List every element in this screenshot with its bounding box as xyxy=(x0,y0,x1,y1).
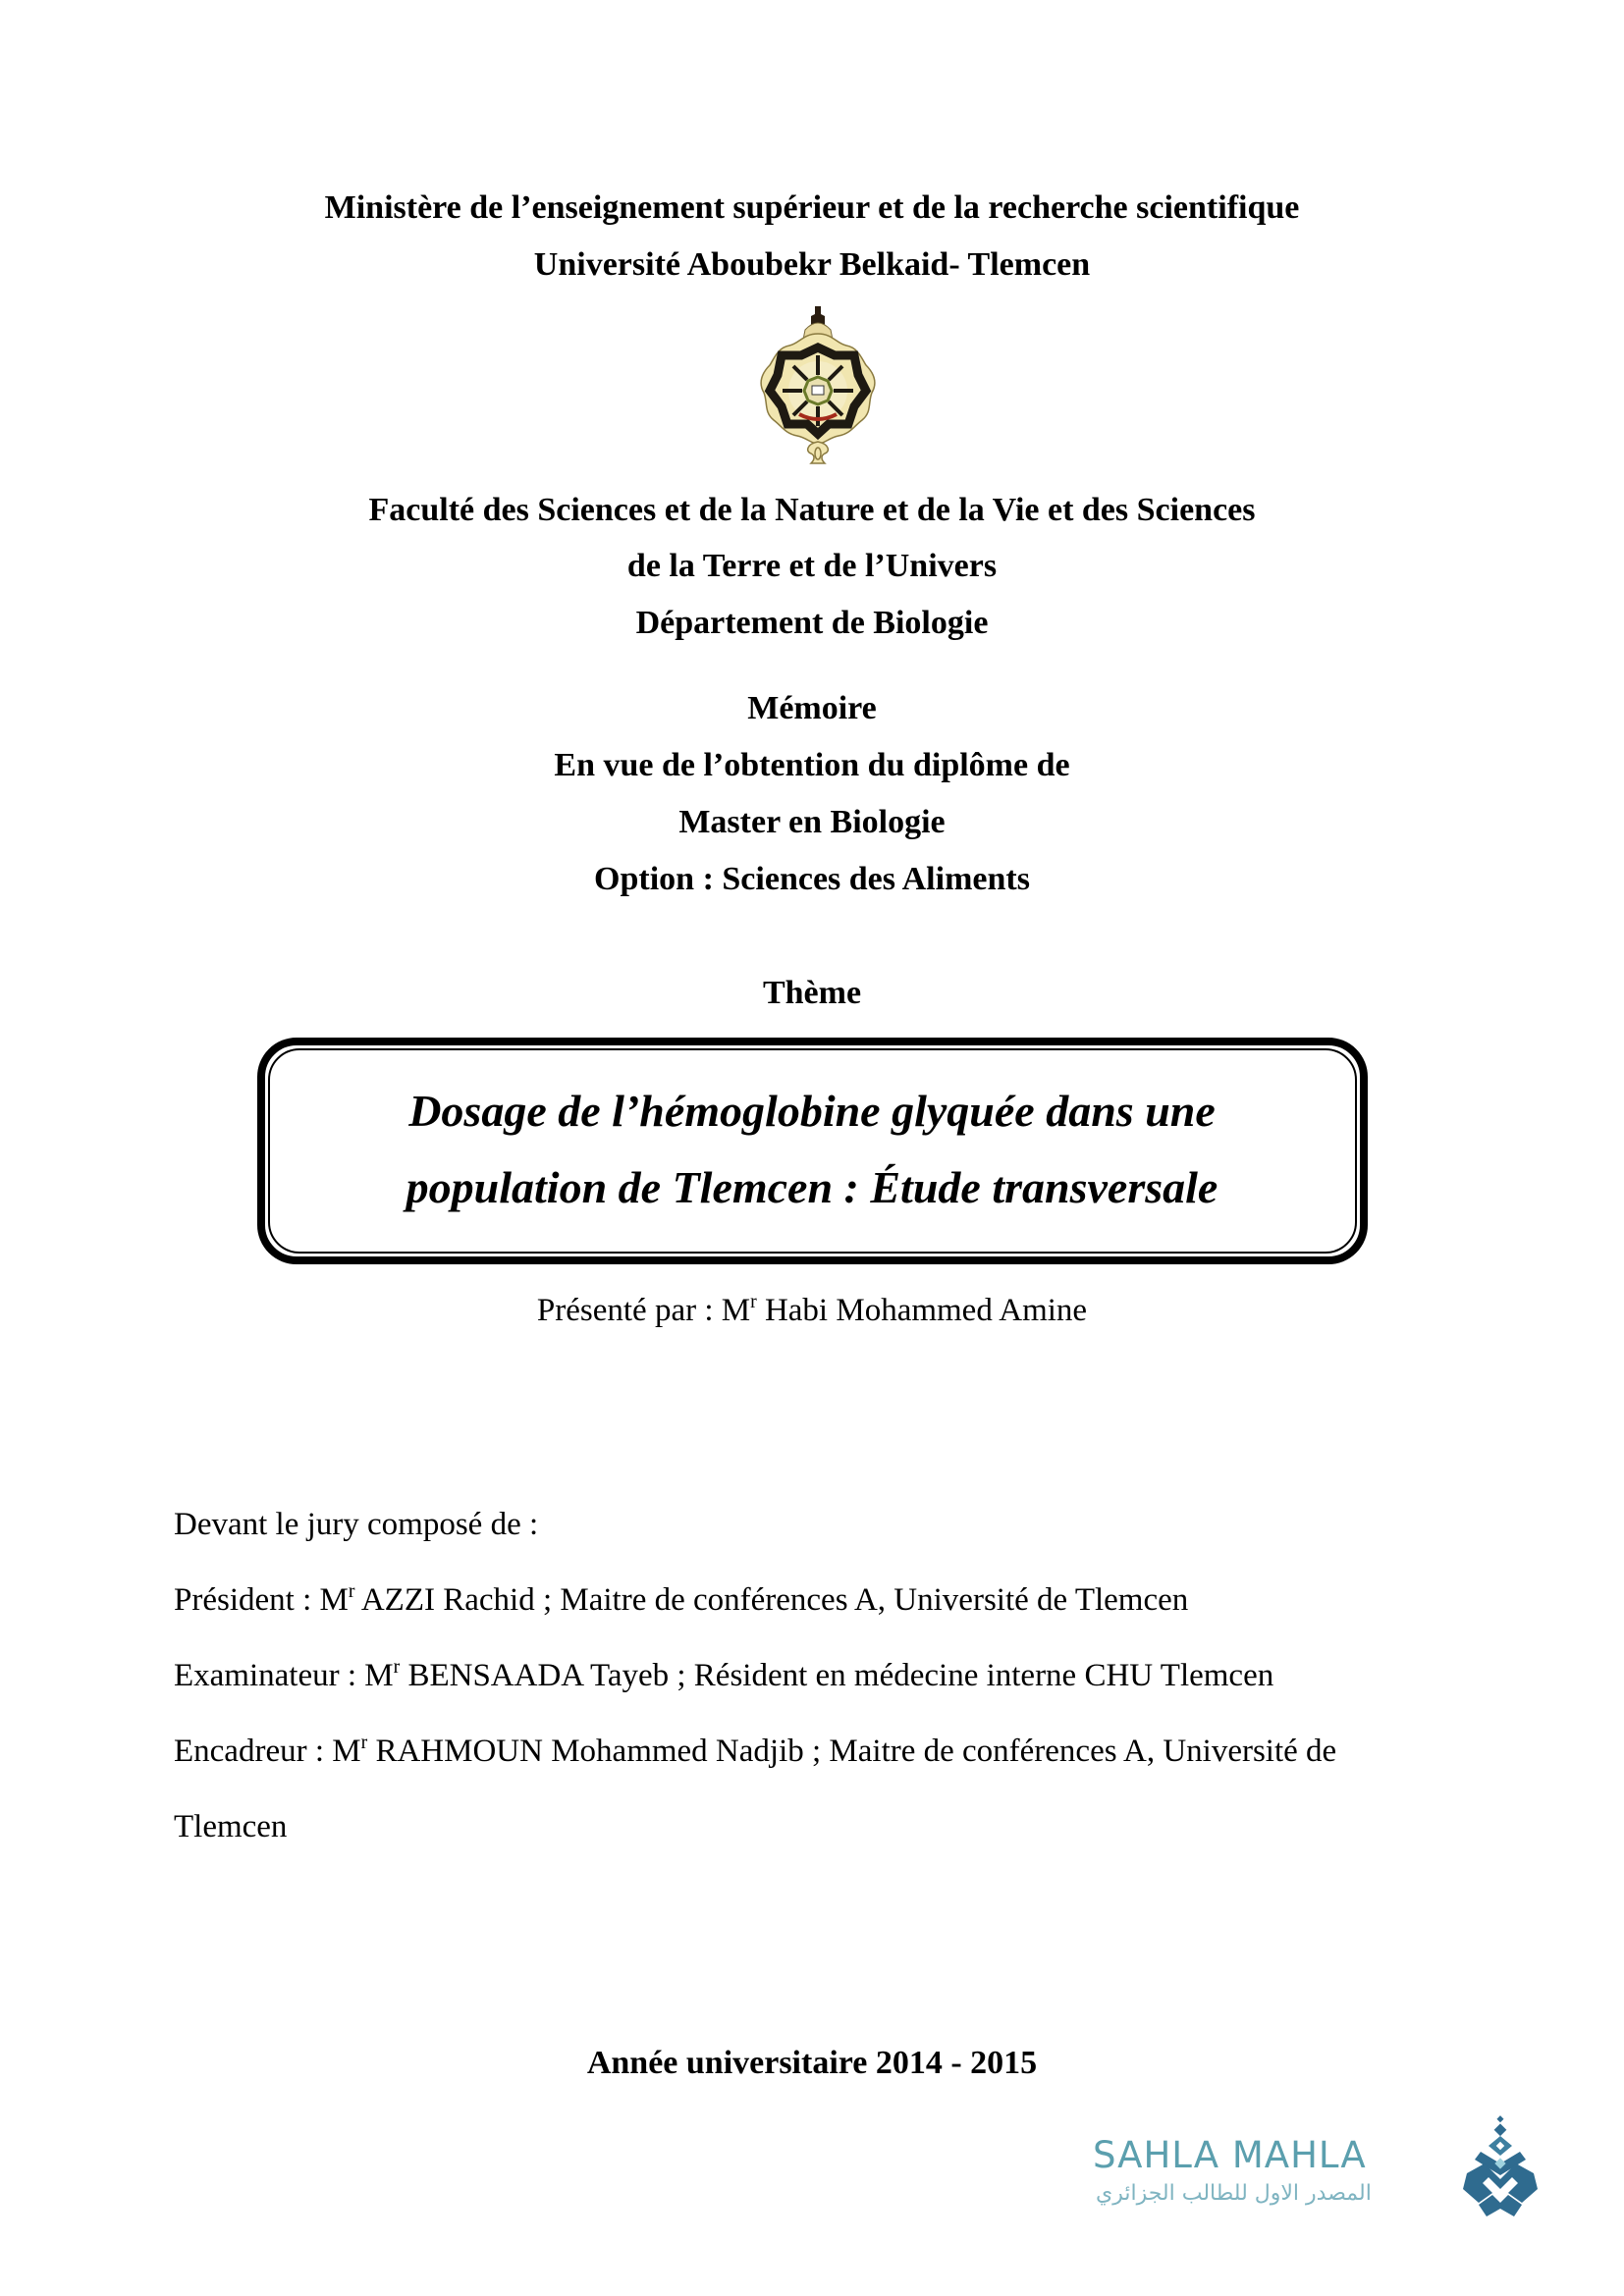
title-frame xyxy=(257,1038,1368,1264)
jury-member-supervisor xyxy=(174,1732,1450,1771)
theme-label: Thème xyxy=(762,975,862,1011)
document-type: Mémoire xyxy=(747,690,877,726)
jury-role: Encadreur : M xyxy=(174,1734,361,1769)
ministry-heading: Ministère de l’enseignement supérieur et de la recherche scientifique xyxy=(324,189,1300,226)
presenter-prefix: Présenté par : M xyxy=(536,1293,751,1328)
jury-member-supervisor-continuation: Tlemcen xyxy=(174,1809,288,1844)
thesis-title-line1: Dosage de l’hémoglobine glyquée dans une xyxy=(408,1086,1216,1136)
degree-option: Option : Sciences des Aliments xyxy=(594,861,1030,897)
jury-role: Examinateur : M xyxy=(174,1658,394,1693)
presenter-name: Habi Mohammed Amine xyxy=(756,1293,1088,1328)
jury-member-president xyxy=(174,1580,1450,1620)
academic-year: Année universitaire 2014 - 2015 xyxy=(586,2045,1038,2081)
sahla-mahla-brand-text: SAHLA MAHLA xyxy=(1093,2134,1367,2176)
faculty-name-line2: de la Terre et de l’Univers xyxy=(626,548,998,584)
faculty-name-line1: Faculté des Sciences et de la Nature et de la Vie et des Sciences xyxy=(368,492,1256,528)
jury-title-superscript: r xyxy=(360,1732,368,1754)
title-frame-inner-border xyxy=(268,1048,1357,1254)
presenter-title-superscript: r xyxy=(750,1291,757,1313)
presenter-line xyxy=(0,1291,1624,1330)
jury-details: AZZI Rachid ; Maitre de conférences A, Université de Tlemcen xyxy=(354,1582,1189,1618)
jury-details: BENSAADA Tayeb ; Résident en médecine interne CHU Tlemcen xyxy=(400,1658,1274,1693)
sahla-mahla-tagline: المصدر الاول للطالب الجزائري xyxy=(1096,2181,1372,2206)
sahla-mahla-watermark xyxy=(1090,2110,1542,2220)
degree-purpose: En vue de l’obtention du diplôme de xyxy=(554,747,1070,783)
jury-member-examiner xyxy=(174,1656,1450,1695)
jury-intro: Devant le jury composé de : xyxy=(174,1507,539,1542)
department-name: Département de Biologie xyxy=(635,605,989,641)
jury-details: RAHMOUN Mohammed Nadjib ; Maitre de conférences A, Université de xyxy=(367,1734,1337,1769)
jury-role: Président : M xyxy=(174,1582,349,1618)
university-emblem-icon xyxy=(756,304,880,467)
jury-title-superscript: r xyxy=(348,1580,355,1603)
thesis-title-line2: population de Tlemcen : Étude transversale xyxy=(406,1162,1218,1212)
jury-title-superscript: r xyxy=(393,1656,401,1679)
sahla-mahla-calligraphy-icon xyxy=(1461,2114,1540,2218)
diploma-name: Master en Biologie xyxy=(678,804,946,840)
university-name: Université Aboubekr Belkaid- Tlemcen xyxy=(533,246,1091,283)
